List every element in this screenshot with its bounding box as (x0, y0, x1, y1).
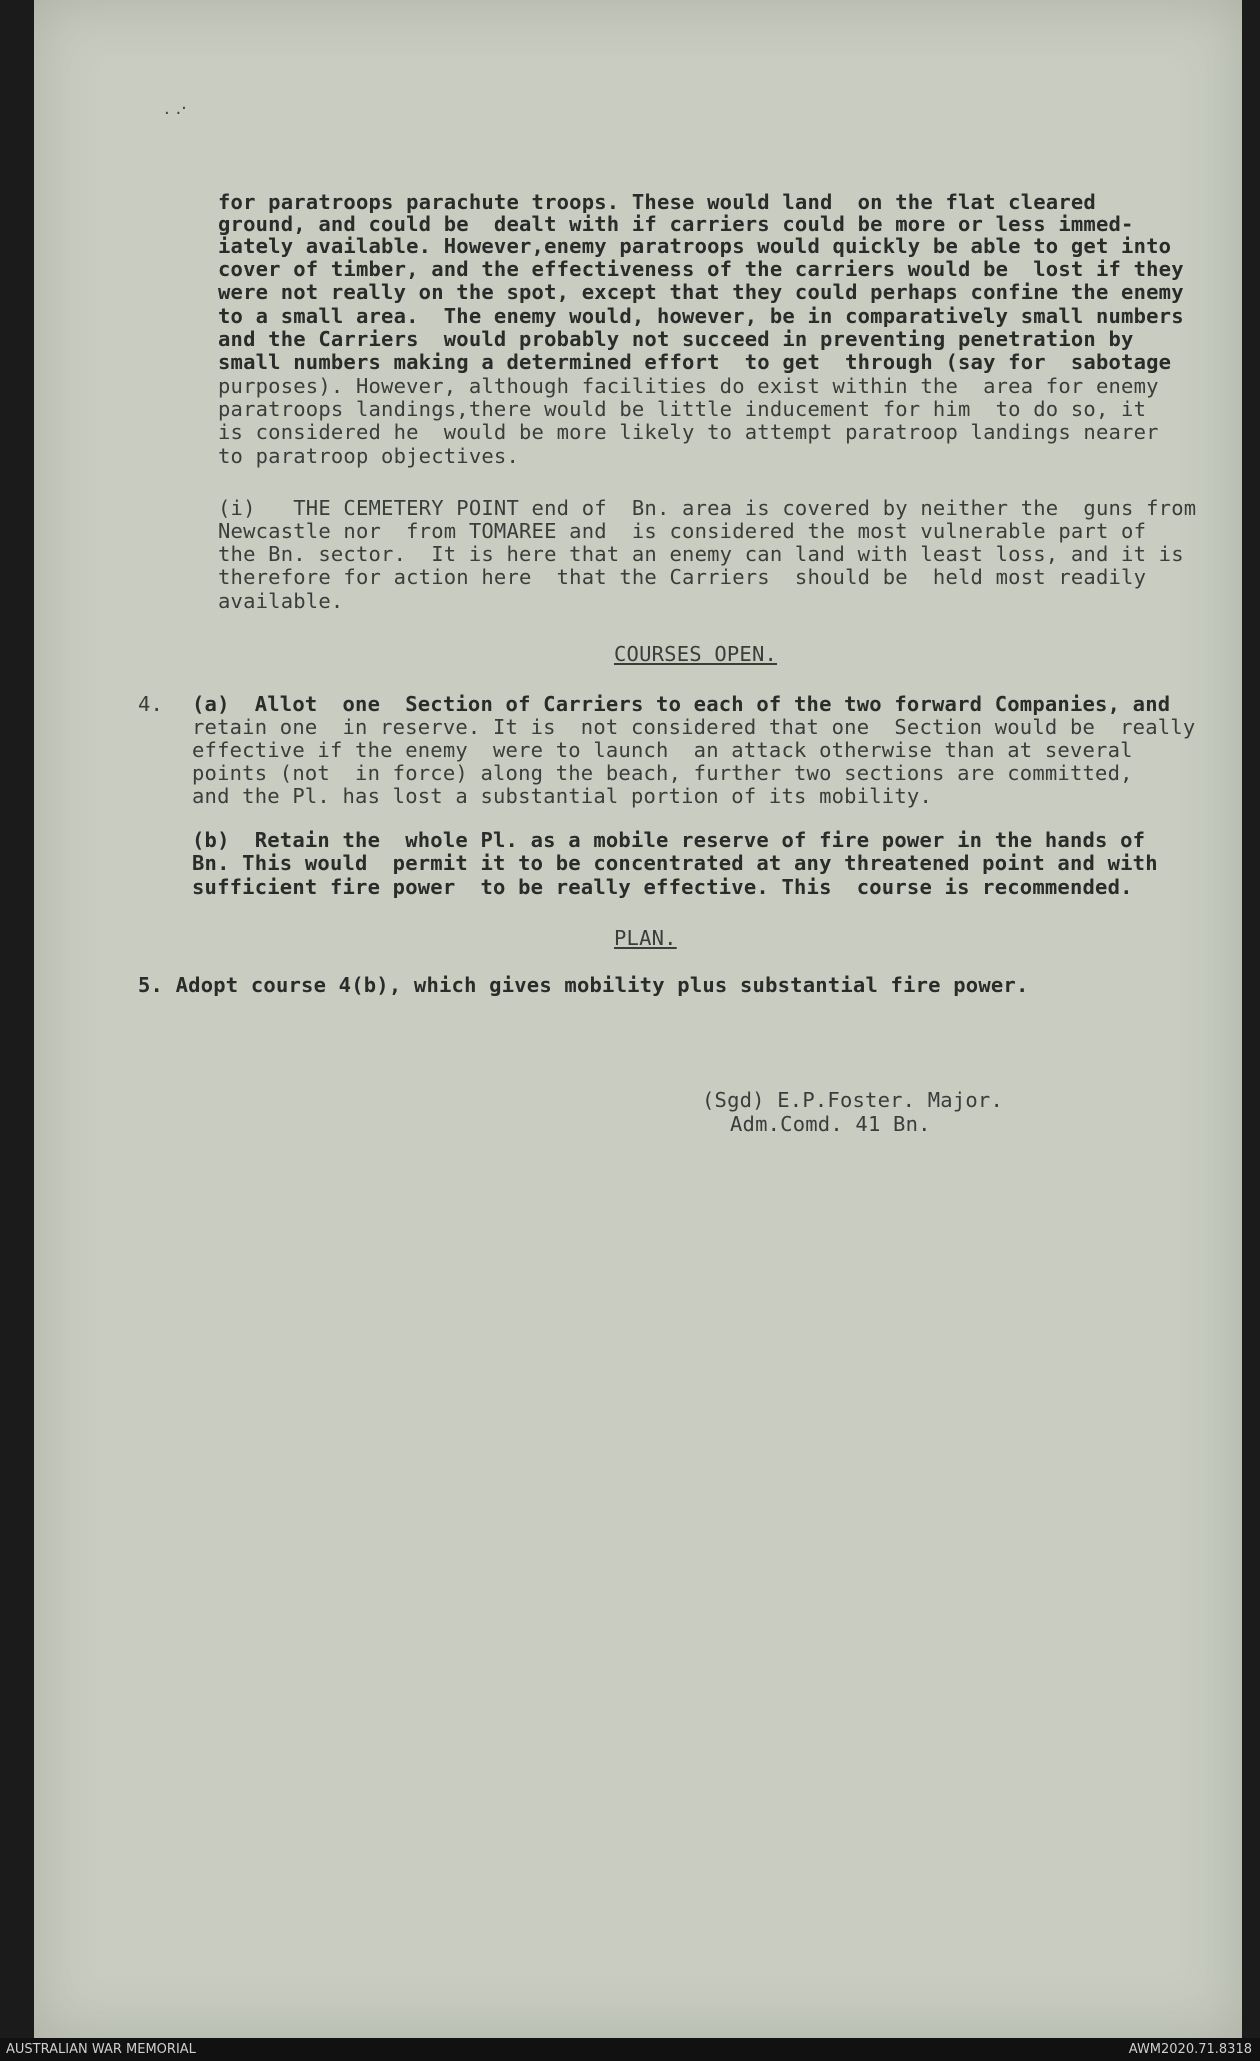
text-line: (b) Retain the whole Pl. as a mobile reserve of fire power in the hands of (192, 828, 1146, 852)
text-line: purposes). However, although facilities do exist within the area for enemy (218, 374, 1159, 398)
plan-heading: PLAN. (614, 926, 677, 950)
text-line: and the Pl. has lost a substantial portion of its mobility. (192, 784, 932, 808)
text-line: retain one in reserve. It is not considered that one Section would be really (192, 715, 1196, 739)
text-line: sufficient fire power to be really effective. This course is recommended. (192, 875, 1133, 899)
text-line: to paratroop objectives. (218, 444, 520, 468)
signature-line: (Sgd) E.P.Foster. Major. (702, 1088, 1004, 1112)
archive-footer (0, 2038, 1260, 2061)
paragraph-5: 5. Adopt course 4(b), which gives mobility plus substantial fire power. (138, 973, 1029, 997)
text-line: cover of timber, and the effectiveness of the carriers would be lost if they (218, 257, 1184, 281)
text-line: (i) THE CEMETERY POINT end of Bn. area is covered by neither the guns from (218, 496, 1197, 520)
text-line: to a small area. The enemy would, however, be in comparatively small numbers (218, 304, 1184, 328)
text-line: Newcastle nor from TOMAREE and is considered the most vulnerable part of (218, 519, 1147, 543)
footer-institution: AUSTRALIAN WAR MEMORIAL (6, 2042, 196, 2057)
text-line: and the Carriers would probably not succeed in preventing penetration by (218, 327, 1134, 351)
text-line: small numbers making a determined effort to get through (say for sabotage (218, 350, 1172, 374)
text-line: points (not in force) along the beach, further two sections are committed, (192, 761, 1133, 785)
paragraph-number-4: 4. (138, 692, 164, 716)
document-page (34, 0, 1242, 2038)
text-line: iately available. However,enemy paratroops would quickly be able to get into (218, 234, 1172, 258)
signature-title: Adm.Comd. 41 Bn. (730, 1112, 931, 1136)
footer-catalogue-id: AWM2020.71.8318 (1128, 2042, 1252, 2057)
text-line: ground, and could be dealt with if carriers could be more or less immed- (218, 212, 1134, 236)
text-line: the Bn. sector. It is here that an enemy can land with least loss, and it is (218, 542, 1184, 566)
stray-mark: . .· (164, 98, 187, 119)
text-line: for paratroops parachute troops. These would land on the flat cleared (218, 190, 1096, 214)
text-line: therefore for action here that the Carriers should be held most readily (218, 565, 1147, 589)
text-line: Bn. This would permit it to be concentrated at any threatened point and with (192, 851, 1158, 875)
text-line: (a) Allot one Section of Carriers to each of the two forward Companies, and (192, 692, 1171, 716)
text-line: paratroops landings,there would be little inducement for him to do so, it (218, 397, 1147, 421)
text-line: were not really on the spot, except that they could perhaps confine the enemy (218, 280, 1184, 304)
text-line: available. (218, 589, 344, 613)
text-line: is considered he would be more likely to attempt paratroop landings nearer (218, 420, 1159, 444)
text-line: effective if the enemy were to launch an attack otherwise than at several (192, 738, 1133, 762)
courses-open-heading: COURSES OPEN. (614, 642, 778, 666)
